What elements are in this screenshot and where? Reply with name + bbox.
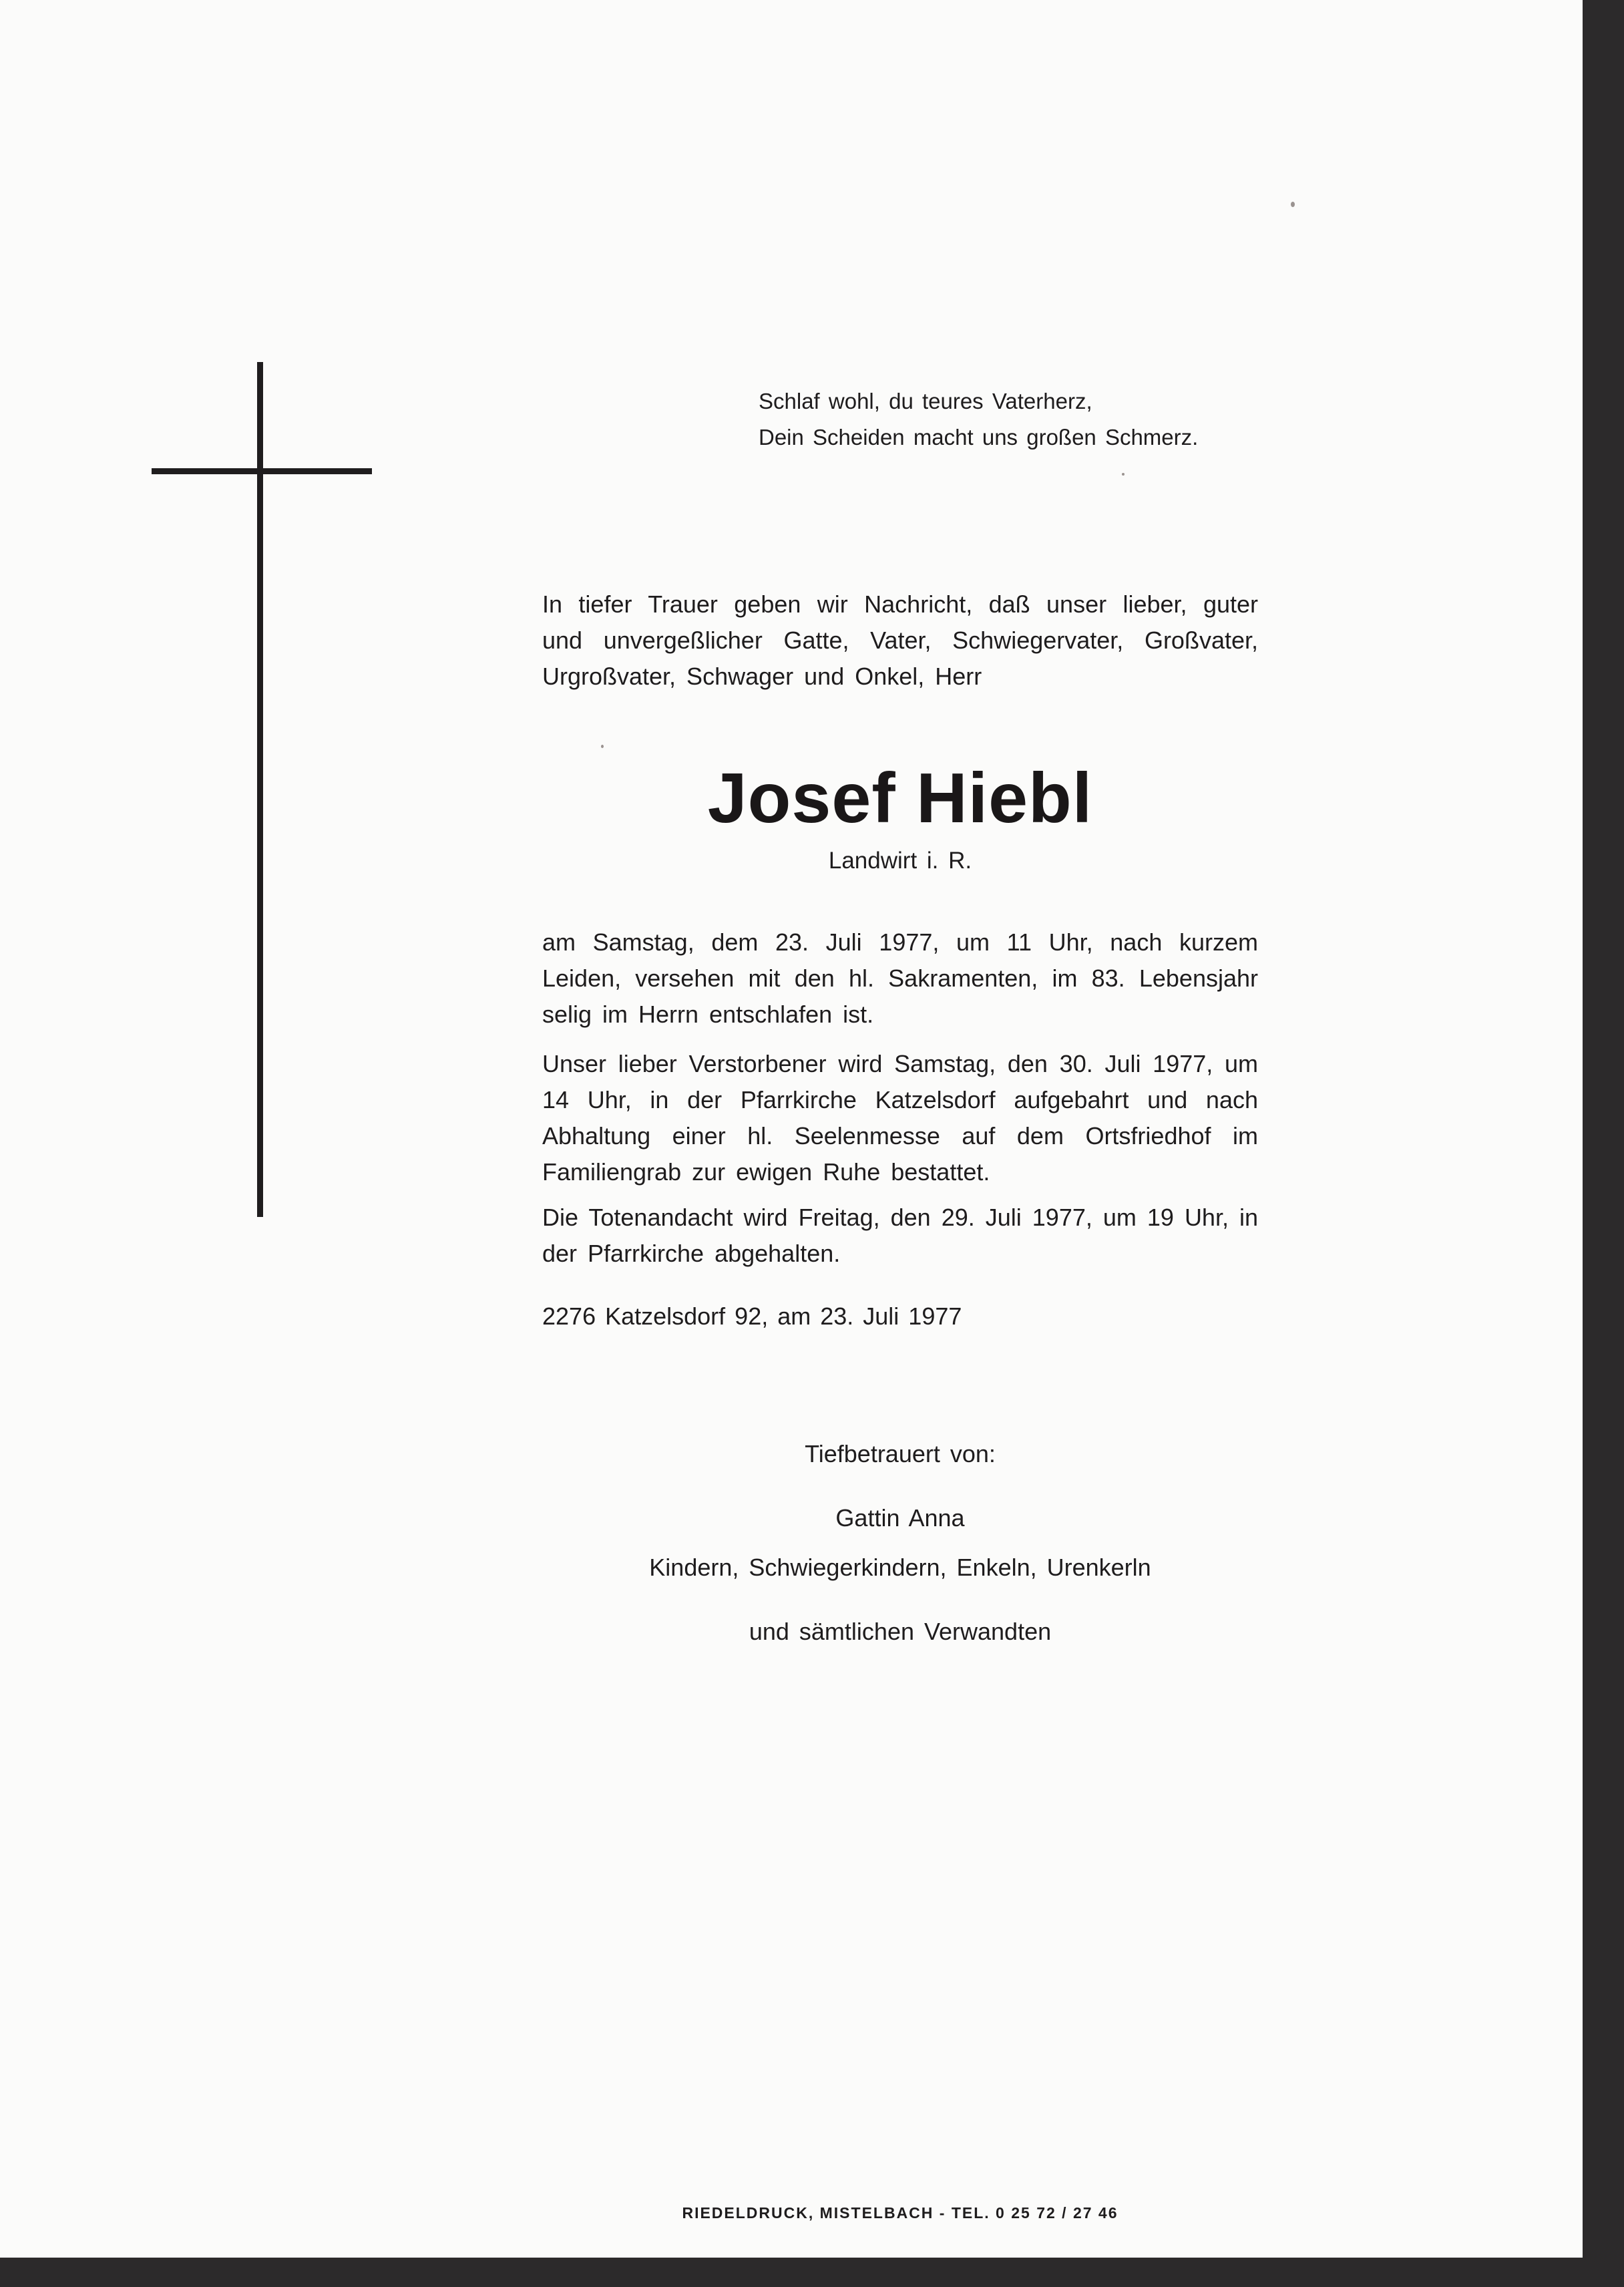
rosary-paragraph: Die Totenandacht wird Freitag, den 29. Juli 1977, um 19 Uhr, in der Pfarrkirche abgehalten. bbox=[542, 1204, 1258, 1267]
motto-line-2: Dein Scheiden macht uns großen Schmerz. bbox=[759, 425, 1199, 450]
intro-paragraph: In tiefer Trauer geben wir Nachricht, daß unser lieber, guter und unvergeßlicher Gatte, Vater, Schwiegervater, Großvater, Urgroßvater, Schwager und Onkel, Herr bbox=[542, 590, 1258, 690]
mourner-entry: Kindern, Schwiegerkindern, Enkeln, Urenkerln bbox=[649, 1554, 1151, 1581]
mourner-entry: Gattin Anna bbox=[835, 1504, 965, 1532]
death-circumstances-paragraph: am Samstag, dem 23. Juli 1977, um 11 Uhr, nach kurzem Leiden, versehen mit den hl. Sakramenten, im 83. Lebensjahr selig im Herrn entschlafen ist. bbox=[542, 928, 1258, 1028]
printer-imprint: RIEDELDRUCK, MISTELBACH - TEL. 0 25 72 / 27 46 bbox=[682, 2204, 1119, 2222]
deceased-name: Josef Hiebl bbox=[707, 759, 1093, 838]
burial-paragraph: Unser lieber Verstorbener wird Samstag, den 30. Juli 1977, um 14 Uhr, in der Pfarrkirche Katzelsdorf aufgebahrt und nach Abhaltung einer hl. Seelenmesse auf dem Ortsfriedhof im Familiengrab zur ewigen Ruhe bestattet. bbox=[542, 1050, 1258, 1186]
place-and-date: 2276 Katzelsdorf 92, am 23. Juli 1977 bbox=[542, 1302, 962, 1330]
paper-speck bbox=[601, 745, 604, 748]
mourned-by-heading: Tiefbetrauert von: bbox=[805, 1440, 996, 1467]
paper-speck bbox=[1291, 202, 1295, 207]
mourner-entry: und sämtlichen Verwandten bbox=[749, 1618, 1052, 1645]
cross-vertical-beam bbox=[257, 362, 263, 1217]
motto-verse bbox=[759, 383, 1293, 456]
deceased-occupation: Landwirt i. R. bbox=[828, 848, 972, 874]
motto-line-1: Schlaf wohl, du teures Vaterherz, bbox=[759, 389, 1092, 413]
cross-horizontal-beam bbox=[152, 468, 372, 474]
paper-speck bbox=[1122, 473, 1125, 476]
